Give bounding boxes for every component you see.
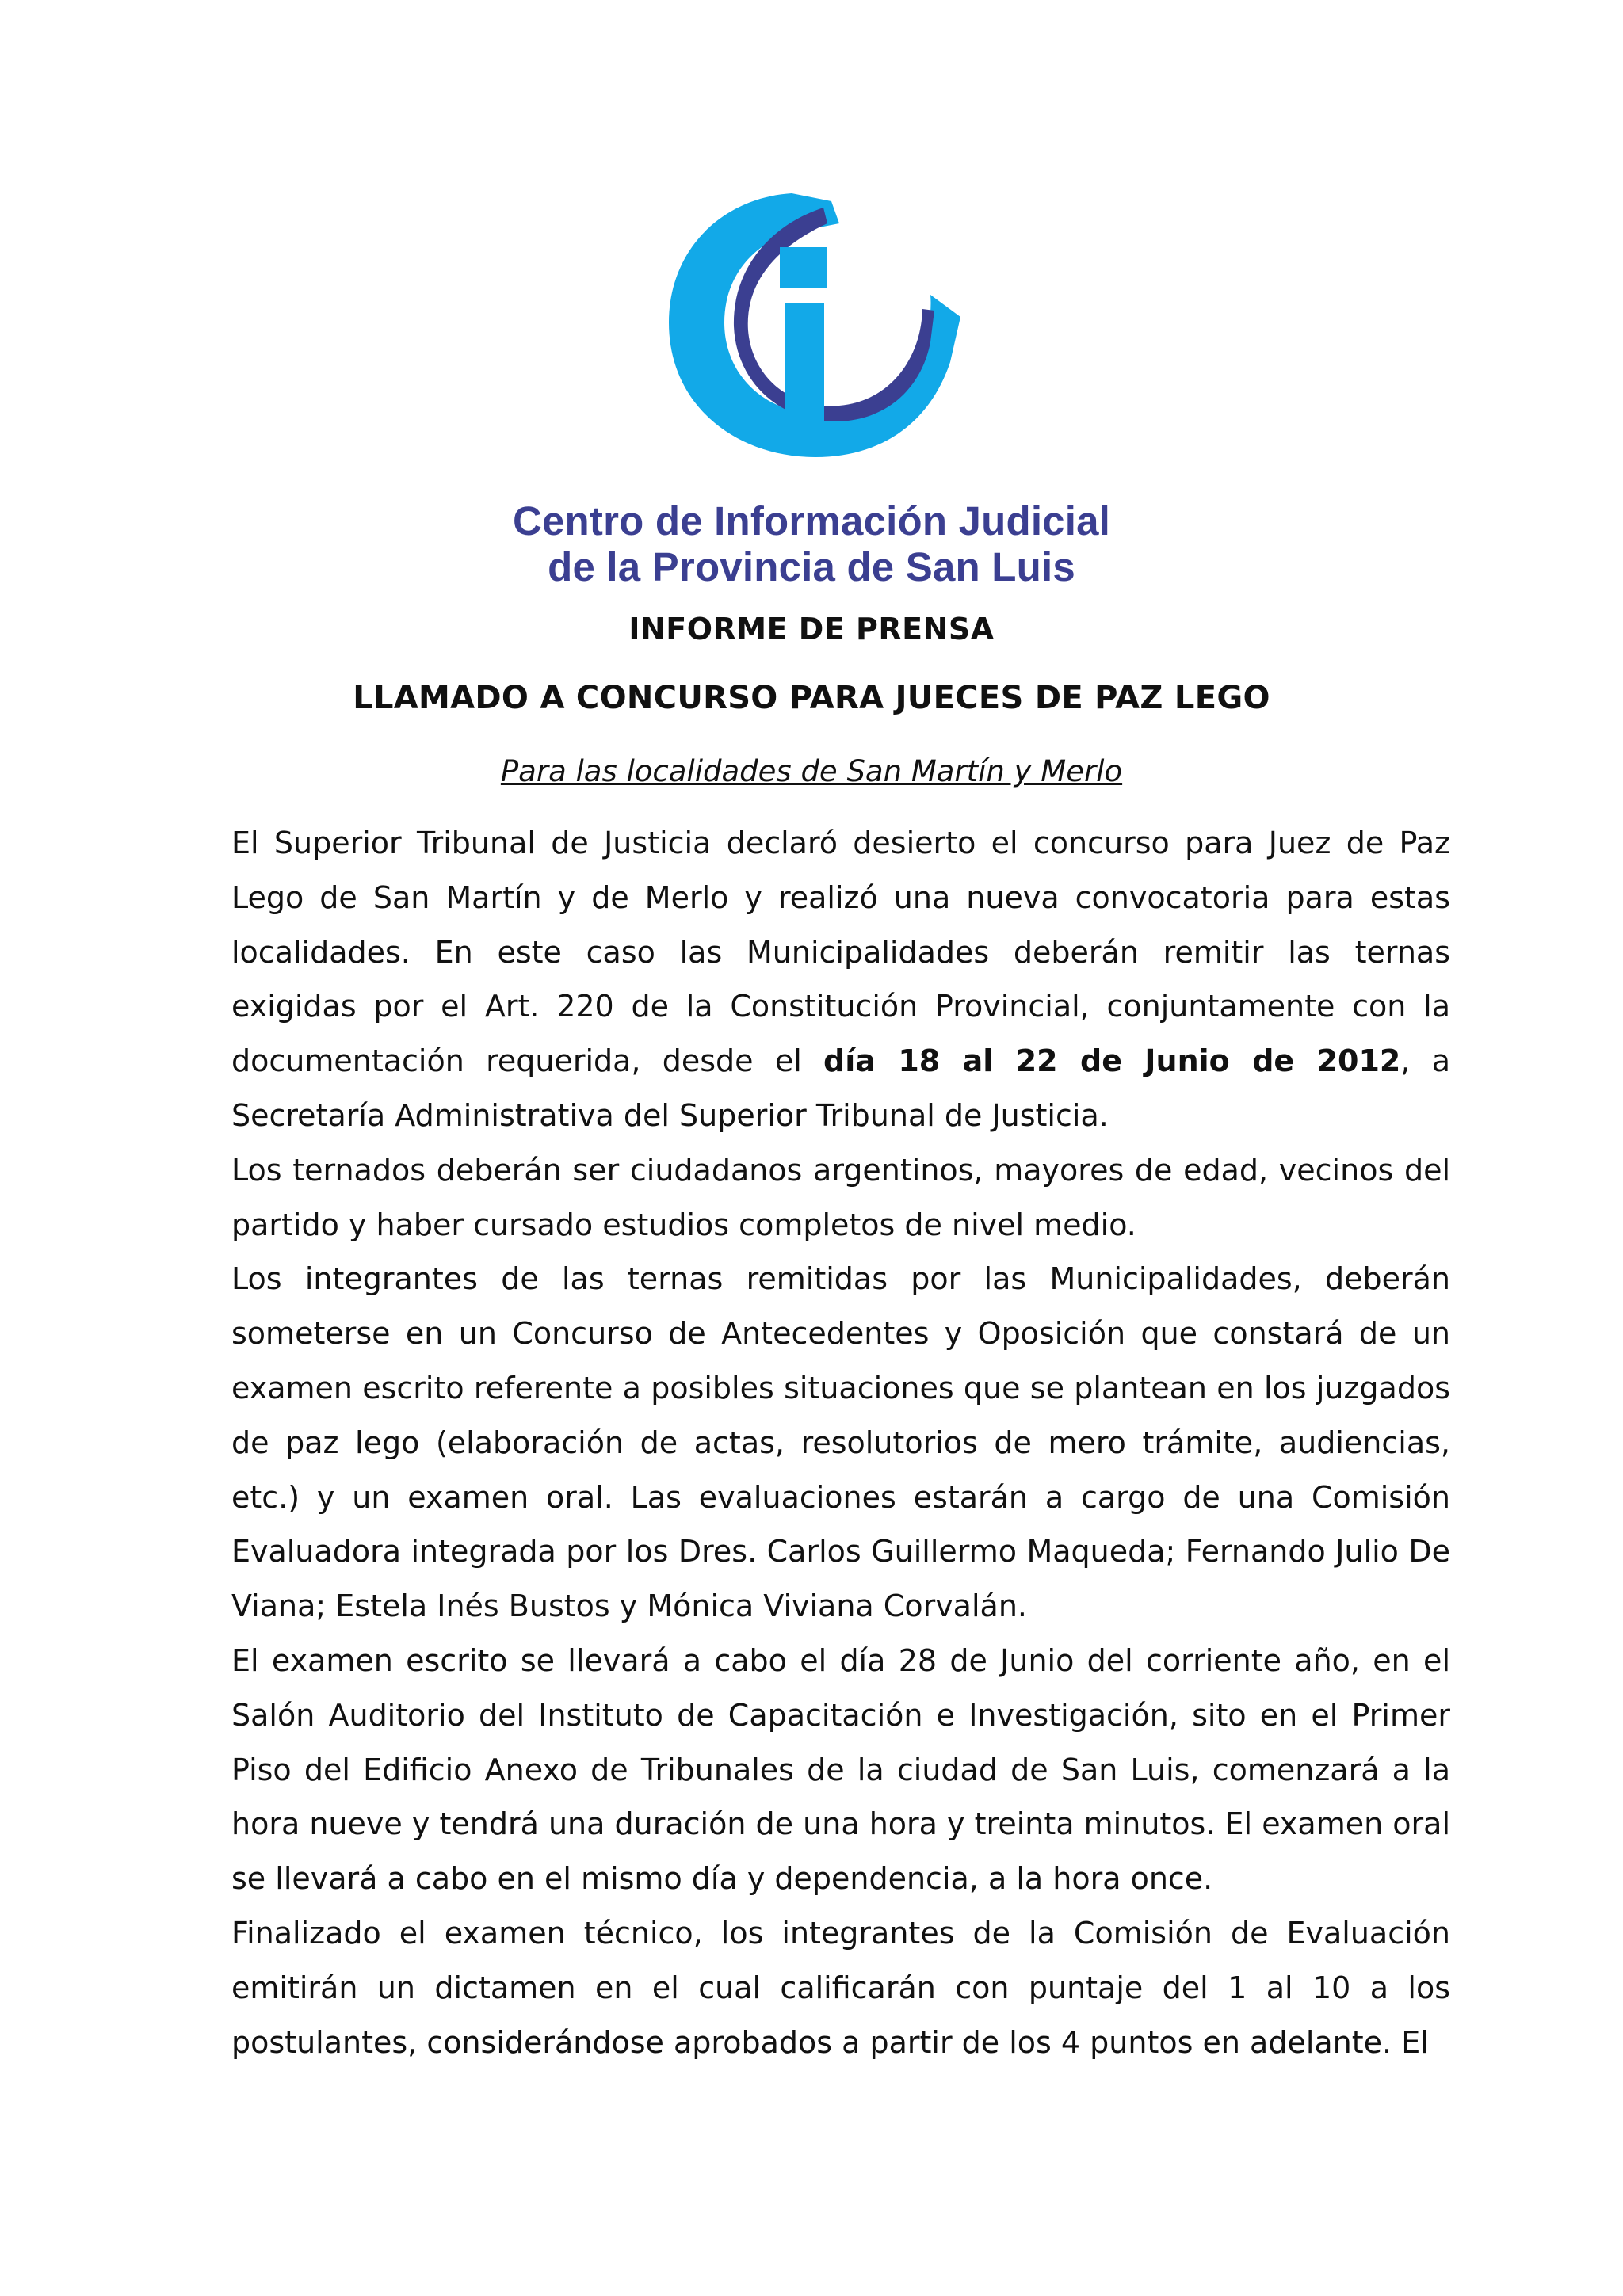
- paragraph-5: Finalizado el examen técnico, los integrantes de la Comisión de Evaluación emitirán un dictamen en el cual calificarán con puntaje del 1 al 10 a los postulantes, considerándose aprobados a partir de los 4 puntos en adelante. El: [231, 1915, 1450, 2060]
- document-title: LLAMADO A CONCURSO PARA JUECES DE PAZ LEGO: [353, 680, 1270, 716]
- paragraph-4: El examen escrito se llevará a cabo el día 28 de Junio del corriente año, en el Salón Auditorio del Instituto de Capacitación e Investigación, sito en el Primer Piso del Edificio Anexo de Tribunales de la ciudad de San Luis, comenzará a la hora nueve y tendrá una duración de una hora y treinta minutos. El examen oral se llevará a cabo en el mismo día y dependencia, a la hora once.: [231, 1642, 1450, 1897]
- logo-text-line2: de la Provincia de San Luis: [548, 544, 1075, 589]
- paragraph-2: Los ternados deberán ser ciudadanos argentinos, mayores de edad, vecinos del partido y haber cursado estudios completos de nivel medio.: [231, 1152, 1450, 1242]
- document-label: INFORME DE PRENSA: [628, 612, 995, 646]
- document-subtitle: Para las localidades de San Martín y Merlo: [500, 754, 1123, 788]
- cij-logo-emblem: [645, 184, 978, 501]
- document-body: [231, 816, 1450, 2069]
- paragraph-1-end: , a Secretaría Administrativa del Superior Tribunal de Justicia.: [231, 1043, 1450, 1133]
- paragraph-1-date: día 18 al 22 de Junio de 2012: [823, 1043, 1401, 1079]
- logo: [0, 184, 1623, 501]
- logo-i-dot: [780, 247, 827, 288]
- paragraph-1: [231, 816, 1450, 1143]
- logo-text-line1: Centro de Información Judicial: [512, 498, 1111, 543]
- logo-i-stem: [785, 303, 824, 433]
- paragraph-3: Los integrantes de las ternas remitidas por las Municipalidades, deberán someterse en un Concurso de Antecedentes y Oposición que constará de un examen escrito referente a posibles situaciones que se plantean en los juzgados de paz lego (elaboración de actas, resolutorios de mero trámite, audiencias, etc.) y un examen oral. Las evaluaciones estarán a cargo de una Comisión Evaluadora integrada por los Dres. Carlos Guillermo Maqueda; Fernando Julio De Viana; Estela Inés Bustos y Mónica Viviana Corvalán.: [231, 1261, 1450, 1624]
- paragraph-1-start: El Superior Tribunal de Justicia declaró desierto el concurso para Juez de Paz Lego de San Martín y de Merlo y realizó una nueva convocatoria para estas localidades. En este caso las Municipalidades deberán remitir las ternas exigidas por el Art. 220 de la Constitución Provincial, conjuntamente con la documentación requerida, desde el: [231, 826, 1450, 1079]
